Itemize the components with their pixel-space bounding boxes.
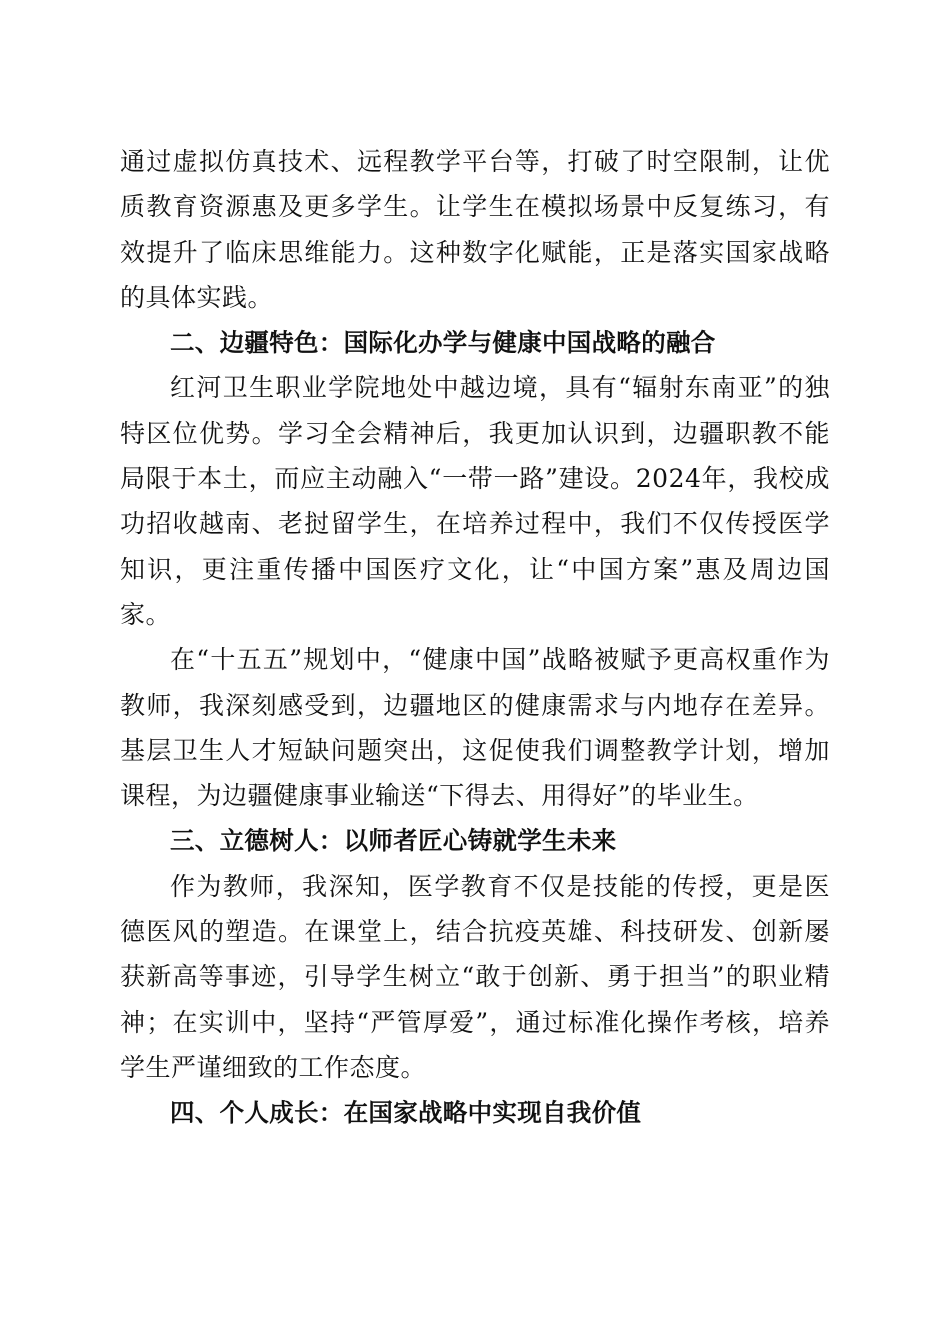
paragraph-digital-empowerment: 通过虚拟仿真技术、远程教学平台等，打破了时空限制，让优质教育资源惠及更多学生。让学生在模拟场景中反复练习，有效提升了临床思维能力。这种数字化赋能，正是落实国家战略的具体实践。 <box>120 147 830 312</box>
paragraph-healthy-china: 在“十五五”规划中，“健康中国”战略被赋予更高权重作为教师，我深刻感受到，边疆地区的健康需求与内地存在差异。基层卫生人才短缺问题突出，这促使我们调整教学计划，增加课程，为边疆健康事业输送“下得去、用得好”的毕业生。 <box>120 645 830 811</box>
section-heading-personal-growth: 四、个人成长：在国家战略中实现自我价值 <box>170 1098 642 1128</box>
paragraph-international-education: 红河卫生职业学院地处中越边境，具有“辐射东南亚”的独特区位优势。学习全会精神后，我更加认识到，边疆职教不能局限于本土，而应主动融入“一带一路”建设。2024年，我校成功招收越南、老挝留学生，在培养过程中，我们不仅传授医学知识，更注重传播中国医疗文化，让“中国方案”惠及周边国家。 <box>120 373 830 629</box>
document-body <box>120 139 830 1136</box>
section-heading-moral-education: 三、立德树人：以师者匠心铸就学生未来 <box>170 826 617 856</box>
section-heading-border-features: 二、边疆特色：国际化办学与健康中国战略的融合 <box>170 328 716 358</box>
paragraph-medical-ethics: 作为教师，我深知，医学教育不仅是技能的传授，更是医德医风的塑造。在课堂上，结合抗疫英雄、科技研发、创新屡获新高等事迹，引导学生树立“敢于创新、勇于担当”的职业精神；在实训中，坚持“严管厚爱”，通过标准化操作考核，培养学生严谨细致的工作态度。 <box>120 871 830 1082</box>
